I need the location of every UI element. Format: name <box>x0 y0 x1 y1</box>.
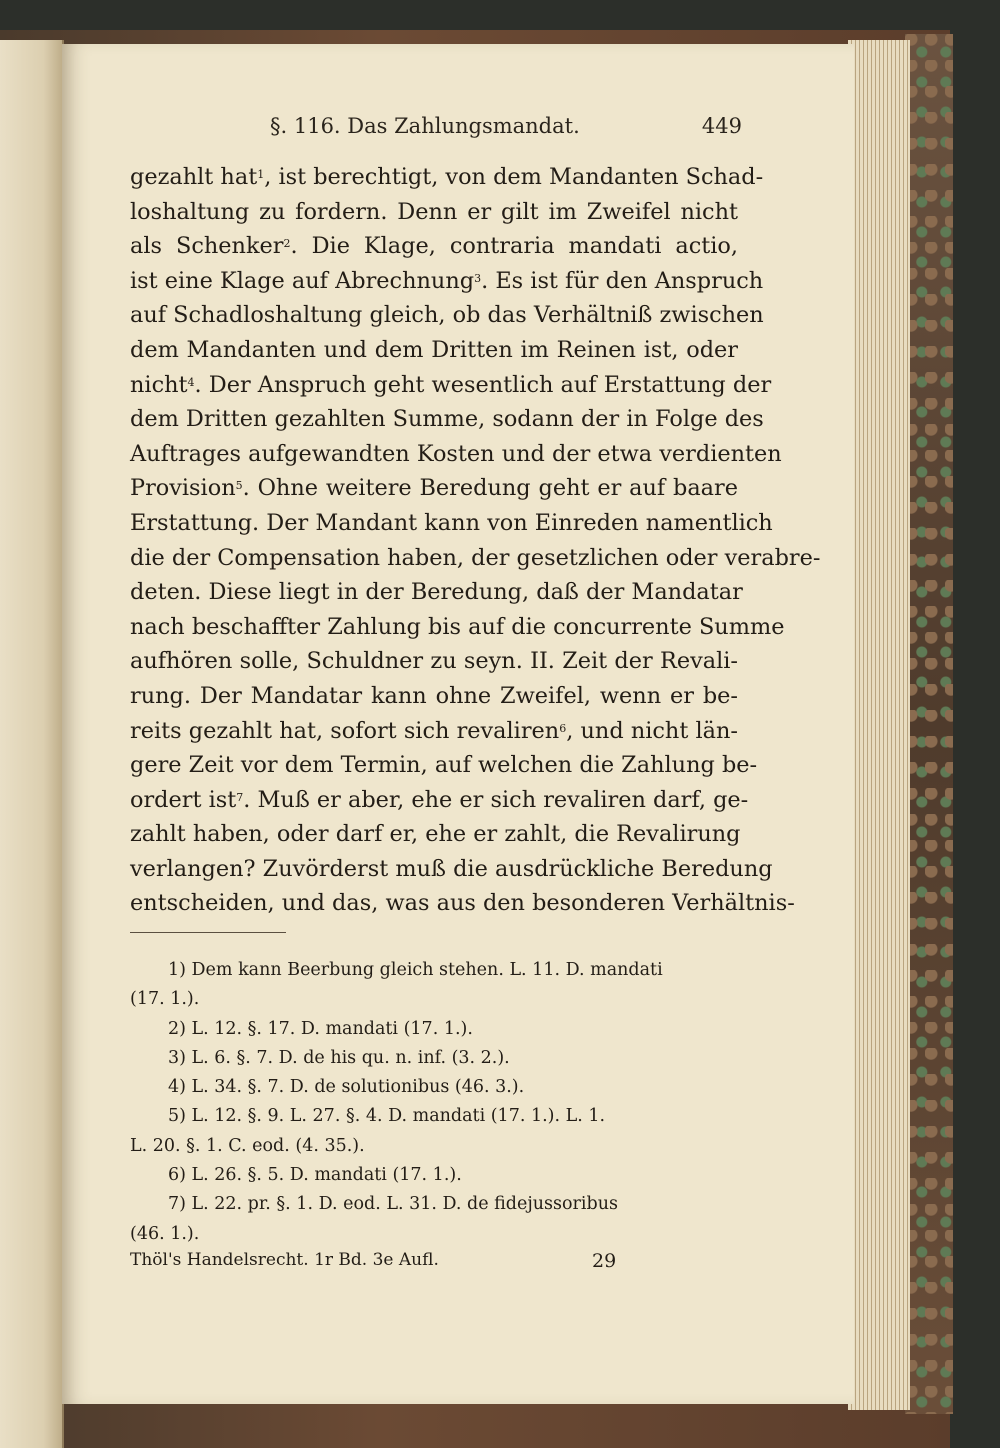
line-text: nach beschaffter Zahlung bis auf die concurrente Summe <box>130 613 785 640</box>
page-fore-edge <box>848 40 910 1410</box>
line-text: aufhören solle, Schuldner zu seyn. II. Zeit der Revali- <box>130 648 738 675</box>
line-text: gere Zeit vor dem Termin, auf welchen die Zahlung be- <box>130 752 758 779</box>
page-number: 449 <box>701 114 742 138</box>
line-text: rung. Der Mandatar kann ohne Zweifel, wenn er be- <box>130 682 738 709</box>
line-text: die der Compensation haben, der gesetzlichen oder verabre- <box>130 544 821 571</box>
footnote-separator <box>130 932 286 933</box>
text-line <box>130 437 782 472</box>
text-line <box>130 229 738 264</box>
running-header <box>270 114 750 144</box>
footnote-line: 4) L. 34. §. 7. D. de solutionibus (46. 3.). <box>168 1077 525 1098</box>
text-line <box>130 783 749 818</box>
text-line <box>130 541 821 576</box>
footnote-marker: 2 <box>283 237 291 251</box>
line-text: nicht <box>130 371 188 398</box>
line-text: Auftrages aufgewandten Kosten und der etwa verdienten <box>130 440 782 467</box>
sheet-number: 29 <box>592 1250 617 1272</box>
footnote-line: 7) L. 22. pr. §. 1. D. eod. L. 31. D. de fidejussoribus <box>168 1194 618 1215</box>
footnote-marker: 4 <box>187 375 195 389</box>
footnotes <box>130 956 738 1249</box>
line-text-rest: . Ohne weitere Beredung geht er auf baare <box>242 475 738 502</box>
left-page-edge <box>0 40 64 1448</box>
line-text: als Schenker <box>130 233 284 260</box>
page-footer <box>130 1250 740 1280</box>
footnote-marker: 6 <box>559 721 567 735</box>
line-text: dem Mandanten und dem Dritten im Reinen ist, oder <box>130 336 738 363</box>
footnote-marker: 5 <box>235 479 243 493</box>
footnote-line: (46. 1.). <box>130 1223 200 1244</box>
footnote-line: (17. 1.). <box>130 989 200 1010</box>
section-title: §. 116. Das Zahlungsmandat. <box>270 114 580 138</box>
marbled-board <box>905 34 953 1414</box>
line-text: entscheiden, und das, was aus den besonderen Verhältnis- <box>130 890 795 917</box>
line-text-rest: , und nicht län- <box>566 717 738 744</box>
line-text: auf Schadloshaltung gleich, ob das Verhältniß zwischen <box>130 302 764 329</box>
text-line <box>130 160 764 195</box>
text-line <box>130 333 738 368</box>
footnote-line: 2) L. 12. §. 17. D. mandati (17. 1.). <box>168 1018 473 1039</box>
line-text: Provision <box>130 475 236 502</box>
line-text: gezahlt hat <box>130 164 258 190</box>
footnote-marker: 7 <box>236 790 244 804</box>
footnote-line: 6) L. 26. §. 5. D. mandati (17. 1.). <box>168 1165 462 1186</box>
text-line <box>130 886 795 921</box>
text-line <box>130 610 785 645</box>
text-line <box>130 817 741 852</box>
text-line <box>130 506 773 541</box>
line-text: reits gezahlt hat, sofort sich revaliren <box>130 717 560 744</box>
line-text: deten. Diese liegt in der Beredung, daß der Mandatar <box>130 579 743 606</box>
line-text: verlangen? Zuvörderst muß die ausdrückliche Beredung <box>130 855 773 882</box>
line-text-rest: . Es ist für den Anspruch <box>481 267 764 294</box>
line-text-rest: . Die Klage, contraria mandati actio, <box>290 233 738 260</box>
body-text <box>130 160 821 921</box>
text-line <box>130 644 738 679</box>
line-text: zahlt haben, oder darf er, ehe er zahlt, die Revalirung <box>130 821 741 848</box>
text-line <box>130 402 764 437</box>
text-line <box>130 298 764 333</box>
line-text-rest: . Der Anspruch geht wesentlich auf Erstattung der <box>194 371 772 398</box>
text-line <box>130 471 738 506</box>
line-text: loshaltung zu fordern. Denn er gilt im Zweifel nicht <box>130 198 738 225</box>
line-text: ist eine Klage auf Abrechnung <box>130 267 475 294</box>
text-line <box>130 679 738 714</box>
line-text: ordert ist <box>130 786 237 813</box>
line-text: Erstattung. Der Mandant kann von Einreden namentlich <box>130 509 773 536</box>
line-text: dem Dritten gezahlten Summe, sodann der in Folge des <box>130 406 764 433</box>
line-text-rest: . Muß er aber, ehe er sich revaliren darf, ge- <box>243 786 749 813</box>
printer-signature: Thöl's Handelsrecht. 1r Bd. 3e Aufl. <box>130 1250 439 1270</box>
footnote-line: 1) Dem kann Beerbung gleich stehen. L. 11. D. mandati <box>168 960 663 980</box>
footnote-marker: 1 <box>257 168 265 181</box>
footnote-line: 5) L. 12. §. 9. L. 27. §. 4. D. mandati (17. 1.). L. 1. <box>168 1106 606 1127</box>
footnote-marker: 3 <box>474 271 482 285</box>
text-line <box>130 714 738 749</box>
text-line <box>130 748 758 783</box>
text-line <box>130 368 772 403</box>
text-line <box>130 852 773 887</box>
footnote-line: 3) L. 6. §. 7. D. de his qu. n. inf. (3. 2.). <box>168 1047 510 1068</box>
text-line <box>130 575 743 610</box>
footnote-line: L. 20. §. 1. C. eod. (4. 35.). <box>130 1135 365 1156</box>
text-line <box>130 195 738 230</box>
line-text-rest: , ist berechtigt, von dem Mandanten Schad- <box>264 164 764 190</box>
text-line <box>130 264 764 299</box>
